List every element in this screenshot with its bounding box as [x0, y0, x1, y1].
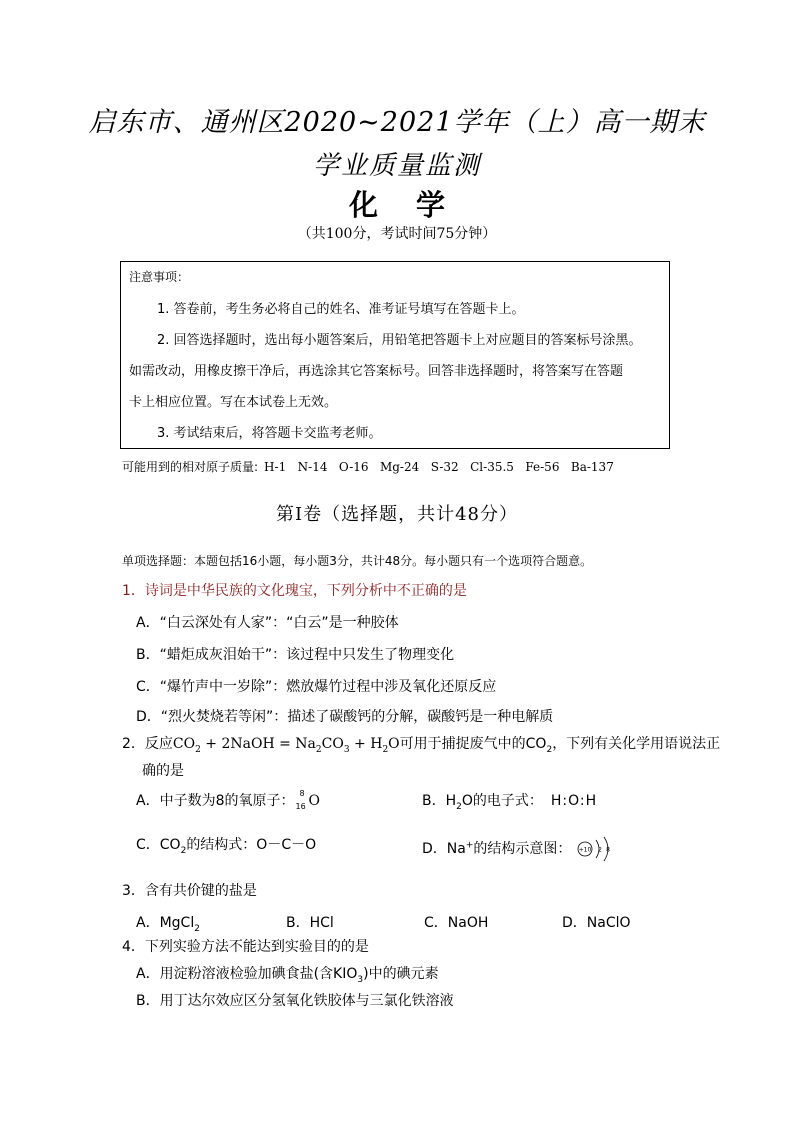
sodium-ion-diagram-icon — [576, 834, 620, 864]
oxygen-nuclide: 8 16 — [295, 789, 306, 811]
q2-option-c: C．$CO_2$的结构式：O－C－O — [136, 837, 317, 856]
q2-option-a: A．中子数为8的氧原子： 8 16 O — [136, 789, 320, 811]
notice-item-3: 3. 考试结束后，将答题卡交监考老师。 — [157, 426, 382, 441]
q3-option-a: A．MgCl$_2$ — [136, 915, 200, 934]
exam-meta: （共100分，考试时间75分钟） — [297, 226, 497, 242]
q3-option-d: D．NaClO — [562, 915, 631, 931]
notice-item-2-end: 卡上相应位置。写在本试卷上无效。 — [129, 395, 338, 410]
atomic-masses-values: H-1 N-14 O-16 Mg-24 S-32 Cl-35.5 Fe-56 Ba-137 — [264, 460, 614, 474]
q4-option-a: A．用淀粉溶液检验加碘食盐(含$KIO_3$)中的碘元素 — [136, 966, 439, 985]
exam-title: 启东市、通州区2020~2021学年（上）高一期末 — [88, 107, 706, 138]
atomic-masses-label: 可能用到的相对原子质量: — [122, 460, 259, 474]
q3-stem: 3．含有共价键的盐是 — [122, 883, 257, 899]
notice-item-2: 2. 回答选择题时，选出每小题答案后，用铅笔把答题卡上对应题目的答案标号涂黑。 — [157, 333, 642, 348]
q4-option-b: B．用丁达尔效应区分氢氧化铁胶体与三氯化铁溶液 — [136, 993, 454, 1009]
q1-option-b: B．“蜡炬成灰泪始干”：该过程中只发生了物理变化 — [136, 647, 455, 663]
q3-option-c: C．NaOH — [424, 915, 489, 931]
notice-item-1: 1. 答卷前，考生务必将自己的姓名、准考证号填写在答题卡上。 — [157, 302, 525, 317]
q1-option-c: C．“爆竹声中一岁除”：燃放爆竹过程中涉及氧化还原反应 — [136, 679, 497, 695]
q2-stem: 2．反应$CO_2$ + 2NaOH = $Na_2CO_3 + H_2O$可用于捕捉废气中的$CO_2$，下列有关化学用语说法正 — [122, 736, 721, 755]
q1-stem: 1．诗词是中华民族的文化瑰宝，下列分析中不正确的是 — [122, 583, 467, 599]
q2-option-d: D．Na+的结构示意图： +10 2 8 — [422, 834, 620, 864]
q3-option-b: B．HCl — [286, 915, 334, 931]
svg-text:2: 2 — [597, 846, 602, 854]
notice-item-2-cont: 如需改动，用橡皮擦干净后，再选涂其它答案标号。回答非选择题时，将答案写在答题 — [129, 364, 624, 379]
svg-text:+10: +10 — [578, 846, 592, 854]
atomic-masses — [122, 458, 614, 475]
exam-subtitle: 学业质量监测 — [312, 151, 481, 181]
notice-box — [120, 261, 670, 449]
q4-stem: 4．下列实验方法不能达到实验目的的是 — [122, 939, 369, 955]
section-title: 第Ⅰ卷（选择题，共计48分） — [275, 504, 518, 525]
subject-title: 化 学 — [348, 188, 446, 222]
q1-option-a: A．“白云深处有人家”：“白云”是一种胶体 — [136, 615, 399, 631]
q1-option-d: D．“烈火焚烧若等闲”：描述了碳酸钙的分解，碳酸钙是一种电解质 — [136, 709, 554, 725]
q2-stem-cont: 确的是 — [142, 763, 184, 779]
q2-option-b: B．$H_2O$的电子式： H:O:H — [422, 793, 598, 812]
notice-title: 注意事项： — [129, 270, 190, 284]
svg-text:8: 8 — [605, 846, 610, 854]
water-lewis-structure: H:O:H — [550, 793, 598, 809]
section-instruction: 单项选择题：本题包括16小题，每小题3分，共计48分。每小题只有一个选项符合题意。 — [122, 554, 593, 568]
